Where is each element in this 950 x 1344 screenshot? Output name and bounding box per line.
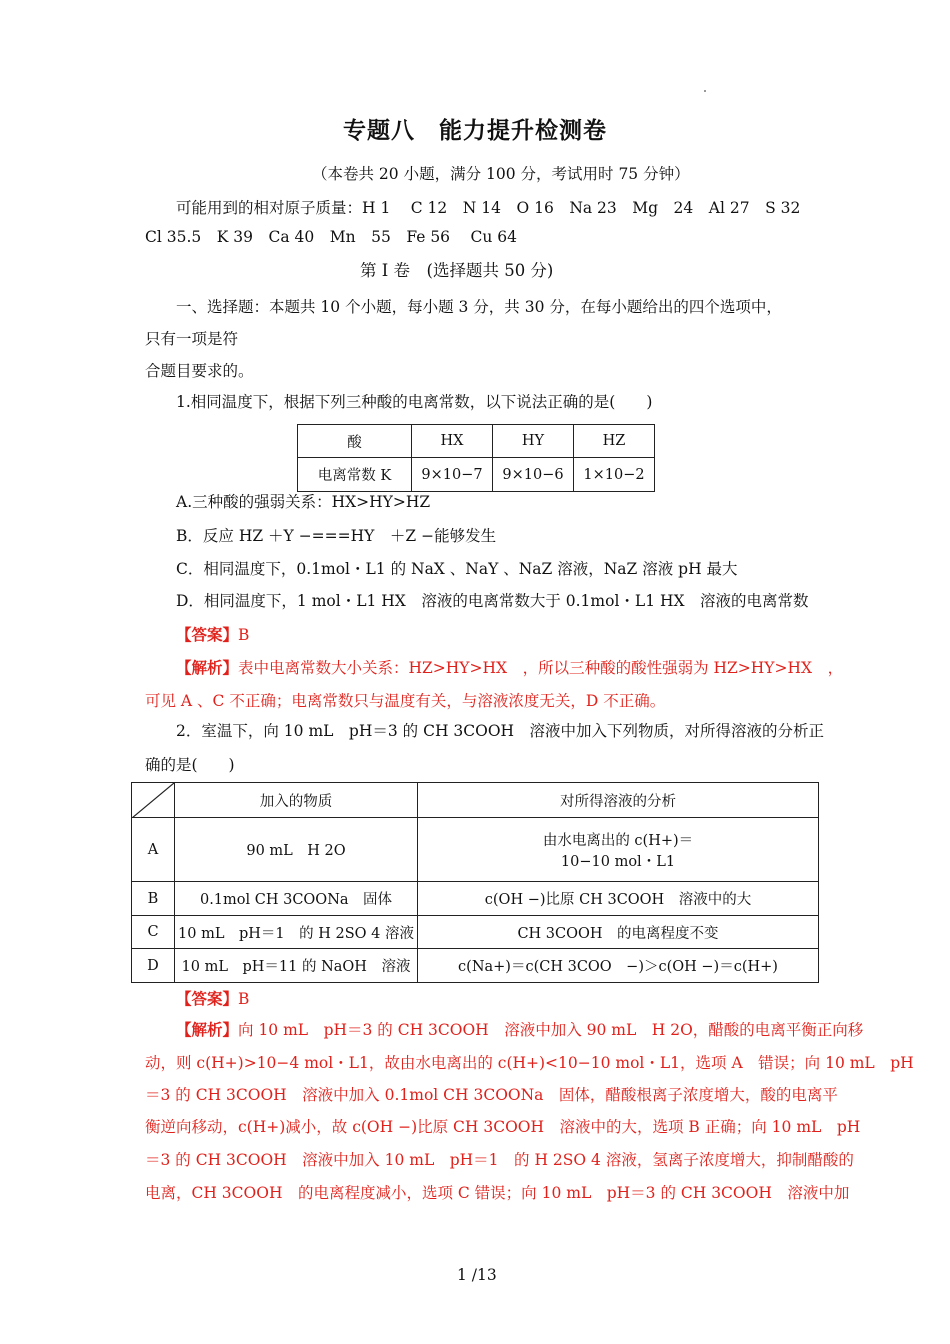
q2-header-corner (132, 783, 175, 818)
q2-header-substance: 加入的物质 (175, 783, 418, 818)
q1-option-b: B．反应 HZ ＋Y −===HY ＋Z −能够发生 (176, 527, 497, 545)
atomic-mass-line-2: Cl 35.5 K 39 Ca 40 Mn 55 Fe 56 Cu 64 (145, 228, 517, 246)
q2-analysis-line-3: ＝3 的 CH 3COOH 溶液中加入 0.1mol CH 3COONa 固体，醋酸根离子浓度增大，酸的电离平 (145, 1086, 838, 1104)
q2-analysis-line-5: ＝3 的 CH 3COOH 溶液中加入 10 mL pH＝1 的 H 2SO 4 溶液，氢离子浓度增大，抑制醋酸的 (145, 1151, 854, 1169)
q2-analysis-line-6: 电离，CH 3COOH 的电离程度减小，选项 C 错误；向 10 mL pH＝3 的 CH 3COOH 溶液中加 (145, 1184, 850, 1202)
q1-header-hz: HZ (574, 425, 655, 458)
q2-stem-line-2: 确的是( ) (145, 756, 235, 774)
q1-header-hx: HX (412, 425, 493, 458)
q2-header-analysis: 对所得溶液的分析 (418, 783, 819, 818)
q1-analysis-line-2: 可见 A 、C 不正确；电离常数只与温度有关，与溶液浓度无关，D 不正确。 (145, 692, 666, 710)
q2-row-c-substance: 10 mL pH＝1 的 H 2SO 4 溶液 (175, 916, 418, 949)
q1-row-label: 电离常数 K (298, 458, 412, 492)
instruction-line-1: 一、选择题：本题共 10 个小题，每小题 3 分，共 30 分，在每小题给出的四个选项中， (176, 298, 782, 316)
page-title: 专题八 能力提升检测卷 (343, 117, 607, 144)
speck (704, 90, 706, 92)
q1-analysis-line-1 (176, 656, 843, 678)
q1-answer-value: B (238, 626, 250, 644)
q1-answer (176, 623, 249, 645)
q1-option-a: A.三种酸的强弱关系：HX>HY>HZ (176, 493, 431, 511)
atomic-mass-line-1: 可能用到的相对原子质量：H 1 C 12 N 14 O 16 Na 23 Mg 24 Al 27 S 32 (176, 199, 801, 217)
q2-analysis-text-1: 向 10 mL pH＝3 的 CH 3COOH 溶液中加入 90 mL H 2O，醋酸的电离平衡正向移 (238, 1021, 864, 1039)
q1-constant-table (297, 424, 655, 492)
exam-info: （本卷共 20 小题，满分 100 分，考试用时 75 分钟） (312, 165, 690, 183)
q2-row-a-label: A (132, 818, 175, 882)
q2-row-b-substance: 0.1mol CH 3COONa 固体 (175, 882, 418, 916)
instruction-line-3: 合题目要求的。 (145, 362, 254, 380)
q2-row-b-label: B (132, 882, 175, 916)
q2-analysis-table (131, 782, 819, 983)
q2-answer (176, 987, 249, 1009)
q2-analysis-line-1 (176, 1018, 863, 1040)
q2-stem-line-1: 2．室温下，向 10 mL pH＝3 的 CH 3COOH 溶液中加入下列物质，对所得溶液的分析正 (176, 722, 825, 740)
q2-answer-tag: 【答案】 (176, 989, 239, 1008)
q2-row-c-analysis: CH 3COOH 的电离程度不变 (418, 916, 819, 949)
diagonal-line (132, 783, 174, 818)
instruction-line-2: 只有一项是符 (145, 330, 239, 348)
q2-row-a-analysis: 由水电离出的 c(H+)＝10−10 mol・L1 (418, 818, 819, 882)
q1-analysis-tag: 【解析】 (176, 658, 239, 677)
q1-analysis-text-1: 表中电离常数大小关系：HZ>HY>HX ，所以三种酸的酸性强弱为 HZ>HY>HX ， (238, 659, 844, 677)
q1-header-hy: HY (493, 425, 574, 458)
q1-answer-tag: 【答案】 (176, 625, 239, 644)
page-number: 1 /13 (457, 1266, 497, 1284)
q1-stem: 1.相同温度下，根据下列三种酸的电离常数，以下说法正确的是( ) (176, 393, 653, 411)
q2-row-d-substance: 10 mL pH＝11 的 NaOH 溶液 (175, 949, 418, 983)
q2-analysis-tag: 【解析】 (176, 1020, 239, 1039)
q2-row-a-substance: 90 mL H 2O (175, 818, 418, 882)
q1-value-hx: 9×10−7 (412, 458, 493, 492)
q1-header-acid: 酸 (298, 425, 412, 458)
q1-option-c: C．相同温度下，0.1mol・L1 的 NaX 、NaY 、NaZ 溶液，NaZ 溶液 pH 最大 (176, 560, 738, 578)
q1-value-hz: 1×10−2 (574, 458, 655, 492)
q2-row-c-label: C (132, 916, 175, 949)
q2-analysis-line-4: 衡逆向移动，c(H+)减小，故 c(OH −)比原 CH 3COOH 溶液中的大，选项 B 正确；向 10 mL pH (145, 1118, 861, 1136)
q2-row-d-label: D (132, 949, 175, 983)
q2-answer-value: B (238, 990, 250, 1008)
q1-value-hy: 9×10−6 (493, 458, 574, 492)
q2-row-b-analysis: c(OH −)比原 CH 3COOH 溶液中的大 (418, 882, 819, 916)
section-title: 第 I 卷 (选择题共 50 分) (360, 261, 554, 280)
q2-row-d-analysis: c(Na+)＝c(CH 3COO −)＞c(OH −)＝c(H+) (418, 949, 819, 983)
q2-analysis-line-2: 动，则 c(H+)>10−4 mol・L1，故由水电离出的 c(H+)<10−10 mol・L1，选项 A 错误；向 10 mL pH (145, 1054, 914, 1072)
q1-option-d: D．相同温度下，1 mol・L1 HX 溶液的电离常数大于 0.1mol・L1 HX 溶液的电离常数 (176, 592, 809, 610)
